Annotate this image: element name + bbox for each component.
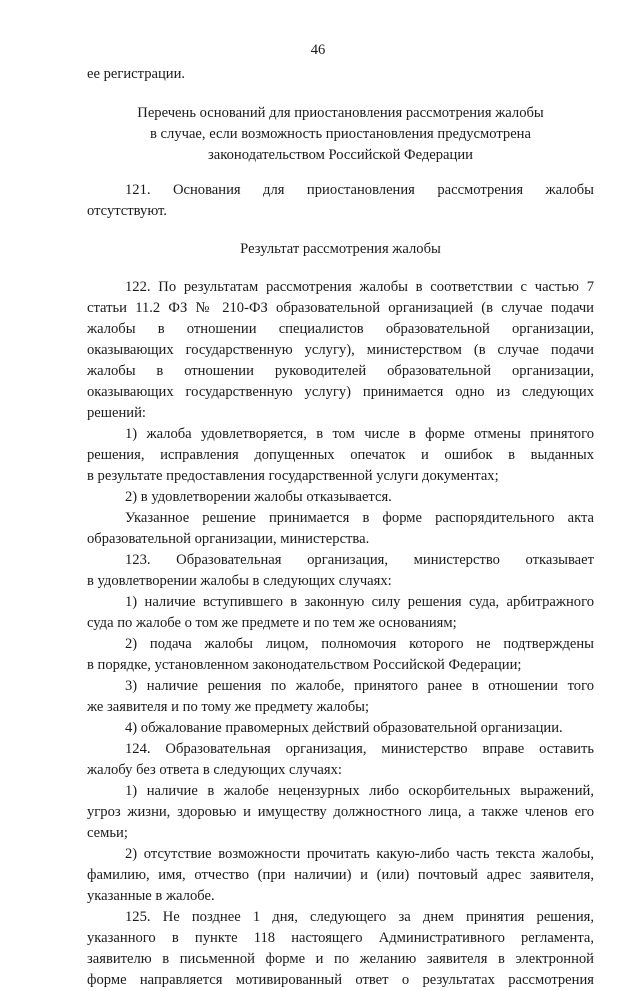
paragraph-124 <box>87 739 594 907</box>
text-line: 2) отсутствие возможности прочитать какую-либо часть текста жалобы, <box>125 846 594 862</box>
text-line: Указанное решение принимается в форме распорядительного акта <box>125 510 594 526</box>
decision-list <box>87 424 594 550</box>
text-line: статьи 11.2 ФЗ № 210-ФЗ образовательной организацией (в случае подачи <box>87 300 594 316</box>
text-line: 2) подача жалобы лицом, полномочия которого не подтверждены <box>125 636 594 652</box>
paragraph-123 <box>87 550 594 739</box>
paragraph-122 <box>87 277 594 424</box>
text-line: жалобы в отношении специалистов образовательной организации, <box>87 321 594 337</box>
text-line: решения, исправления допущенных опечаток и ошибок в выданных <box>87 447 594 463</box>
text-line: 123. Образовательная организация, министерство отказывает <box>125 552 594 568</box>
text-line: форме направляется мотивированный ответ о результатах рассмотрения <box>87 972 594 988</box>
text-line: в результате предоставления государственной услуги документах; <box>87 468 499 484</box>
text-line: оказывающих государственную услугу), министерством (в случае подачи <box>87 342 594 358</box>
text-line: заявителю в письменной форме и по желанию заявителя в электронной <box>87 951 594 967</box>
text-line: жалобы в отношении руководителей образовательной организации, <box>87 363 594 379</box>
text-line: образовательной организации, министерства. <box>87 531 370 547</box>
paragraph-125 <box>87 907 594 991</box>
text-line: в порядке, установленном законодательством Российской Федерации; <box>87 657 522 673</box>
text-line: суда по жалобе о том же предмете и по тем же основаниям; <box>87 615 457 631</box>
text-line: 1) жалоба удовлетворяется, в том числе в форме отмены принятого <box>125 426 594 442</box>
paragraph-121 <box>87 180 594 222</box>
text-line: же заявителя и по тому же предмету жалобы; <box>87 699 369 715</box>
text-line: 4) обжалование правомерных действий образовательной организации. <box>125 720 563 736</box>
text-line: указанного в пункте 118 настоящего Административного регламента, <box>87 930 594 946</box>
section-heading-suspension <box>87 103 594 166</box>
document-body <box>87 64 594 991</box>
text-line: оказывающих государственную услугу) принимается одно из следующих <box>87 384 594 400</box>
text-line: 121. Основания для приостановления рассмотрения жалобы <box>125 182 594 198</box>
text-line: жалобу без ответа в следующих случаях: <box>87 762 342 778</box>
heading-line: Перечень оснований для приостановления рассмотрения жалобы <box>137 105 544 121</box>
text-line: указанные в жалобе. <box>87 888 215 904</box>
text-line: ее регистрации. <box>87 66 186 82</box>
heading-line: законодательством Российской Федерации <box>208 147 473 163</box>
section-heading-result: Результат рассмотрения жалобы <box>240 241 441 257</box>
text-line: 122. По результатам рассмотрения жалобы в соответствии с частью 7 <box>125 279 594 295</box>
text-line: семьи; <box>87 825 128 841</box>
text-line: в удовлетворении жалобы в следующих случаях: <box>87 573 392 589</box>
text-line: 1) наличие в жалобе нецензурных либо оскорбительных выражений, <box>125 783 594 799</box>
text-line: решений: <box>87 405 146 421</box>
text-line: фамилию, имя, отчество (при наличии) и (или) почтовый адрес заявителя, <box>87 867 594 883</box>
text-line: 125. Не позднее 1 дня, следующего за днем принятия решения, <box>125 909 594 925</box>
page-number: 46 <box>310 42 326 58</box>
text-line: 1) наличие вступившего в законную силу решения суда, арбитражного <box>125 594 594 610</box>
text-line: угроз жизни, здоровью и имуществу должностного лица, а также членов его <box>87 804 594 820</box>
text-line: 3) наличие решения по жалобе, принятого ранее в отношении того <box>125 678 594 694</box>
text-line: 124. Образовательная организация, министерство вправе оставить <box>125 741 594 757</box>
heading-line: в случае, если возможность приостановления предусмотрена <box>150 126 531 142</box>
text-line: отсутствуют. <box>87 203 167 219</box>
text-line: 2) в удовлетворении жалобы отказывается. <box>125 489 392 505</box>
